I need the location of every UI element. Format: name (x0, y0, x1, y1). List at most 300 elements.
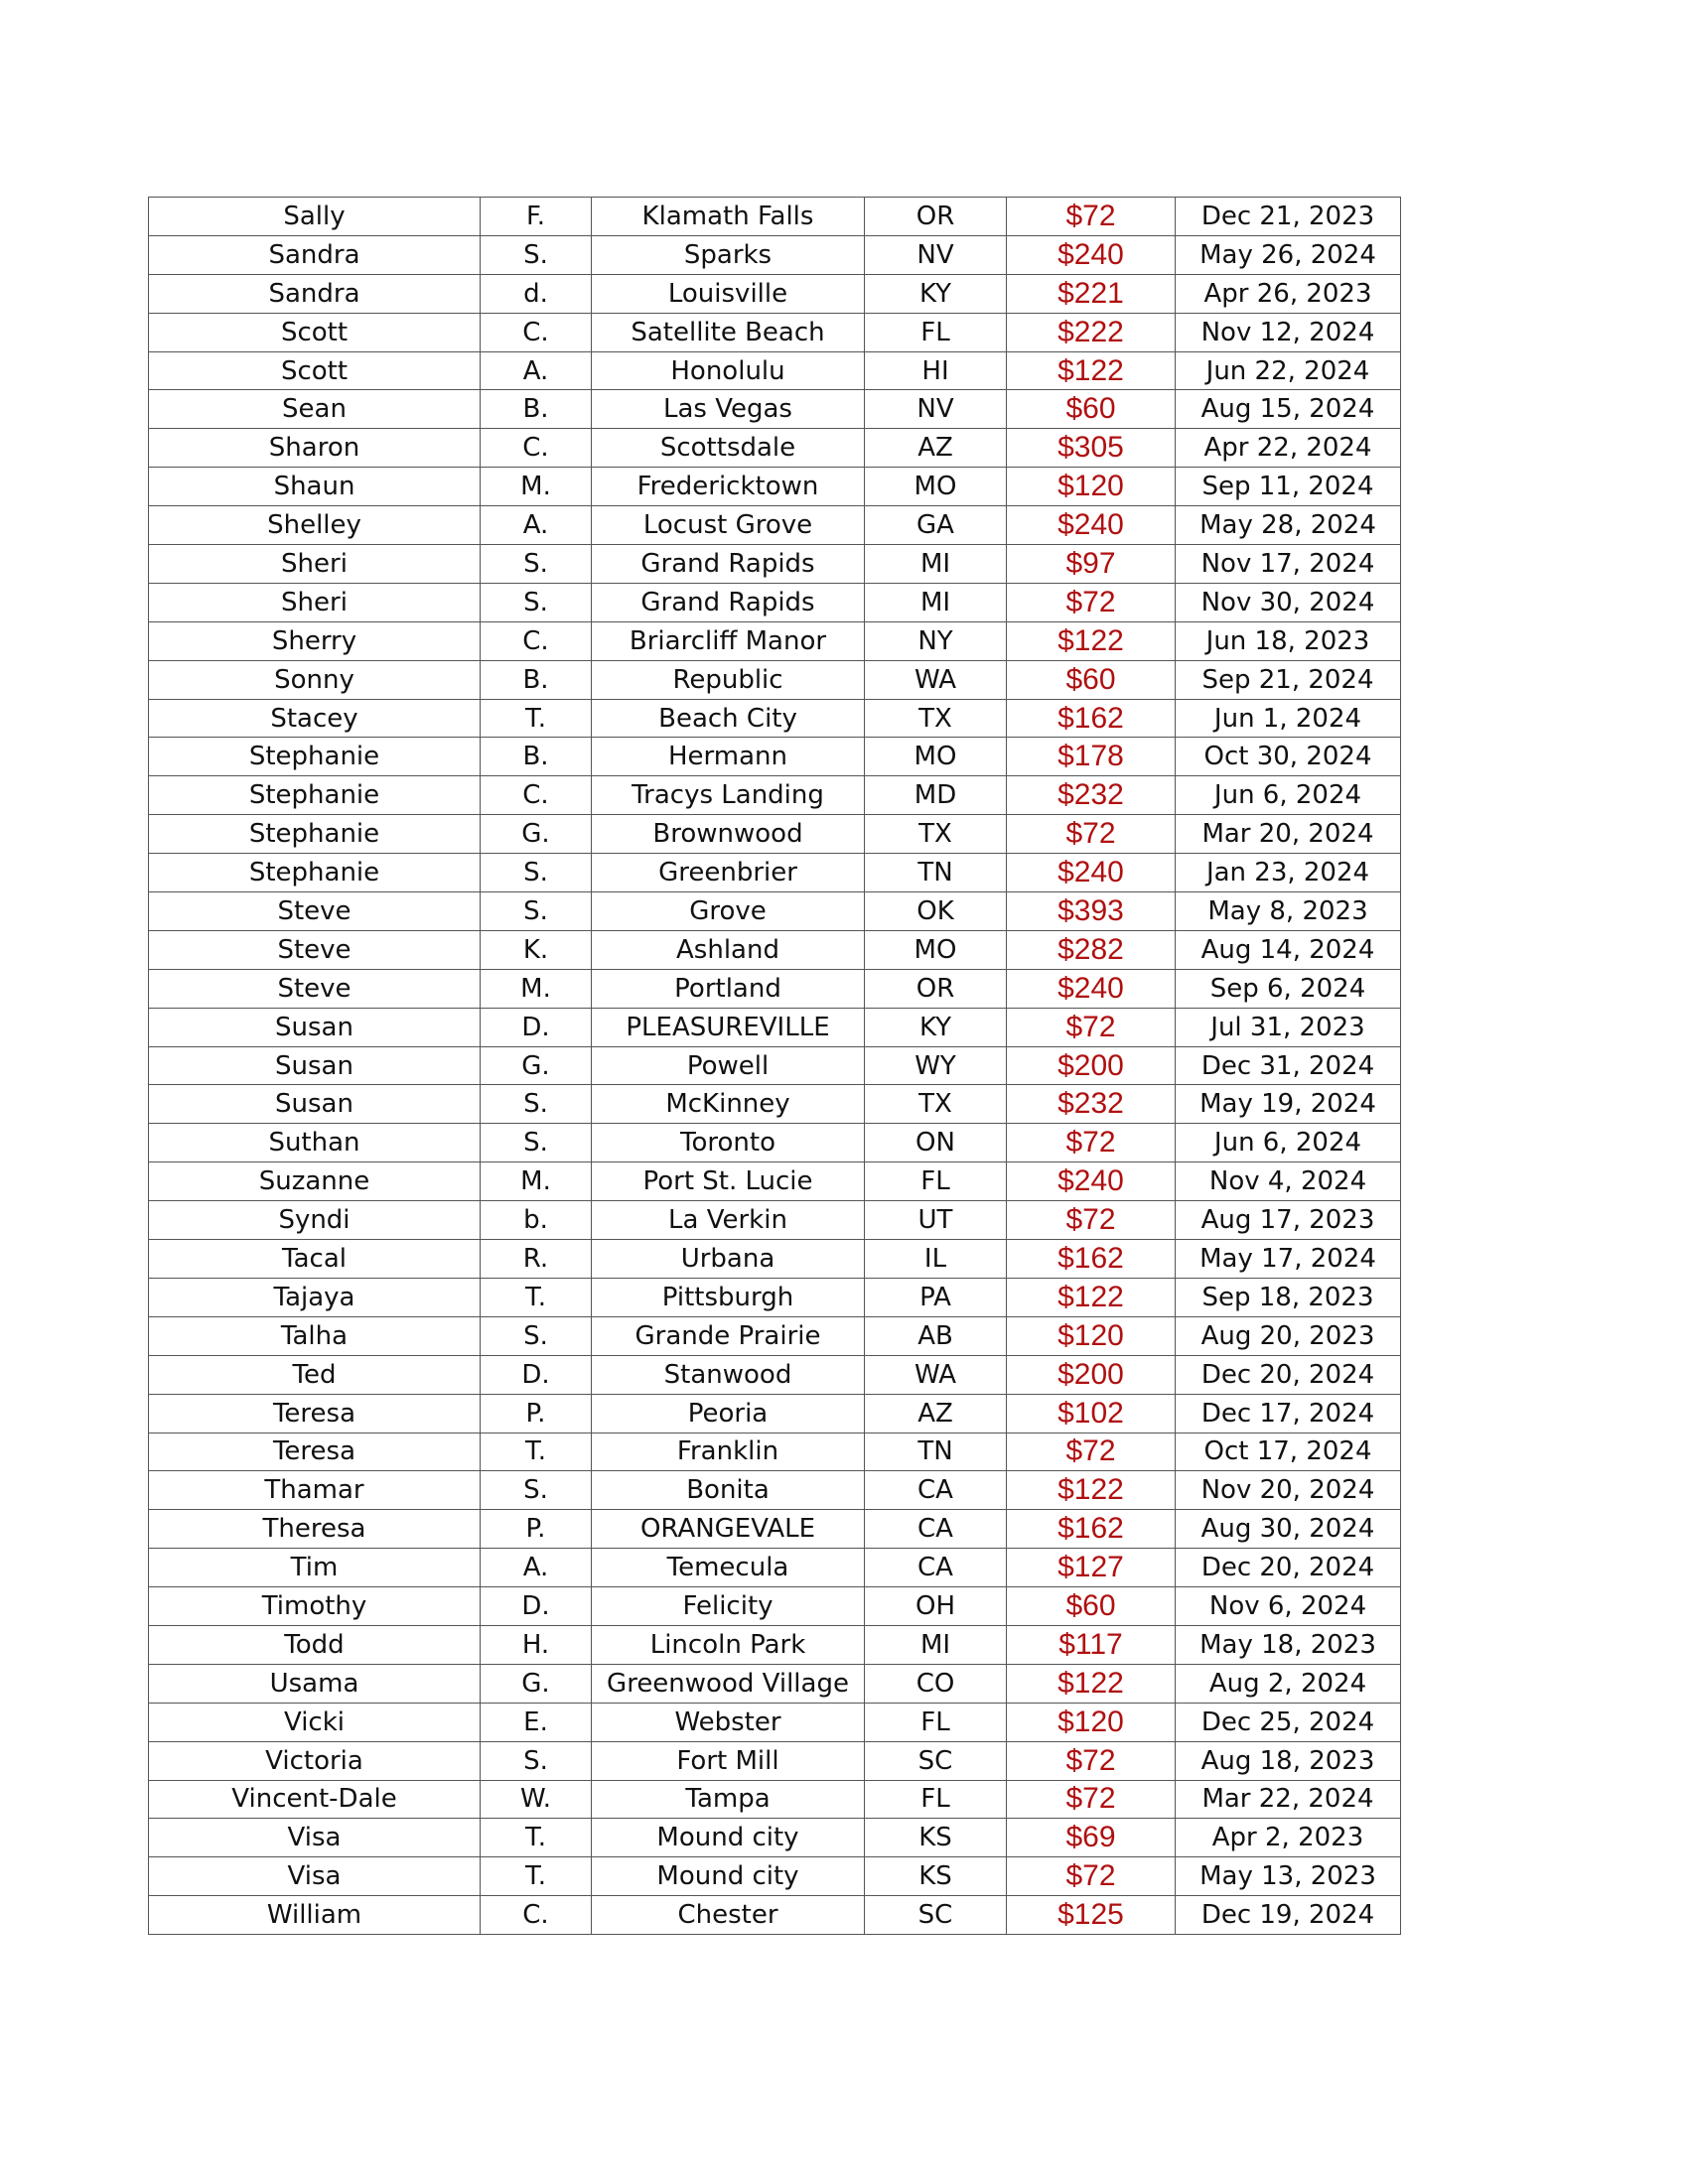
date-cell: Dec 19, 2024 (1176, 1896, 1401, 1935)
date-cell: Aug 15, 2024 (1176, 390, 1401, 429)
city-cell: Mound city (592, 1819, 865, 1857)
amount-cell: $122 (1007, 1471, 1176, 1510)
table-row (149, 198, 1401, 236)
state-cell: AB (865, 1316, 1007, 1355)
date-cell: Nov 17, 2024 (1176, 545, 1401, 584)
first-name-cell: Steve (149, 969, 481, 1008)
date-cell: Nov 6, 2024 (1176, 1587, 1401, 1626)
first-name-cell: Sonny (149, 660, 481, 699)
city-cell: Sparks (592, 235, 865, 274)
date-cell: Sep 21, 2024 (1176, 660, 1401, 699)
city-cell: Toronto (592, 1124, 865, 1162)
last-initial-cell: S. (481, 1741, 592, 1780)
amount-cell: $122 (1007, 1278, 1176, 1316)
amount-cell: $72 (1007, 1433, 1176, 1471)
last-initial-cell: A. (481, 1549, 592, 1587)
state-cell: KS (865, 1857, 1007, 1896)
amount-cell: $162 (1007, 1240, 1176, 1279)
last-initial-cell: G. (481, 1046, 592, 1085)
amount-cell: $200 (1007, 1355, 1176, 1394)
state-cell: WY (865, 1046, 1007, 1085)
amount-cell: $240 (1007, 506, 1176, 545)
amount-cell: $125 (1007, 1896, 1176, 1935)
date-cell: May 19, 2024 (1176, 1085, 1401, 1124)
state-cell: PA (865, 1278, 1007, 1316)
table-row (149, 1046, 1401, 1085)
state-cell: MO (865, 930, 1007, 969)
last-initial-cell: C. (481, 621, 592, 660)
amount-cell: $60 (1007, 1587, 1176, 1626)
amount-cell: $162 (1007, 1510, 1176, 1549)
date-cell: Mar 20, 2024 (1176, 815, 1401, 854)
city-cell: Tracys Landing (592, 776, 865, 815)
city-cell: Stanwood (592, 1355, 865, 1394)
state-cell: CO (865, 1664, 1007, 1703)
amount-cell: $240 (1007, 969, 1176, 1008)
amount-cell: $240 (1007, 1162, 1176, 1201)
last-initial-cell: M. (481, 1162, 592, 1201)
city-cell: Mound city (592, 1857, 865, 1896)
last-initial-cell: H. (481, 1625, 592, 1664)
date-cell: Aug 18, 2023 (1176, 1741, 1401, 1780)
state-cell: MO (865, 738, 1007, 776)
last-initial-cell: A. (481, 506, 592, 545)
first-name-cell: Sean (149, 390, 481, 429)
first-name-cell: Vincent-Dale (149, 1780, 481, 1819)
state-cell: TX (865, 815, 1007, 854)
last-initial-cell: S. (481, 1124, 592, 1162)
last-initial-cell: G. (481, 815, 592, 854)
table-row (149, 1780, 1401, 1819)
table-row (149, 1316, 1401, 1355)
amount-cell: $97 (1007, 545, 1176, 584)
state-cell: UT (865, 1201, 1007, 1240)
date-cell: Dec 31, 2024 (1176, 1046, 1401, 1085)
state-cell: OH (865, 1587, 1007, 1626)
state-cell: TN (865, 854, 1007, 892)
last-initial-cell: B. (481, 738, 592, 776)
table-row (149, 1896, 1401, 1935)
table-row (149, 1549, 1401, 1587)
city-cell: Pittsburgh (592, 1278, 865, 1316)
state-cell: CA (865, 1549, 1007, 1587)
date-cell: May 8, 2023 (1176, 892, 1401, 931)
date-cell: Aug 30, 2024 (1176, 1510, 1401, 1549)
table-row (149, 815, 1401, 854)
table-row (149, 776, 1401, 815)
table-row (149, 506, 1401, 545)
table-row (149, 1857, 1401, 1896)
first-name-cell: Stephanie (149, 738, 481, 776)
date-cell: Nov 30, 2024 (1176, 583, 1401, 621)
amount-cell: $72 (1007, 1780, 1176, 1819)
state-cell: OK (865, 892, 1007, 931)
first-name-cell: Sandra (149, 274, 481, 313)
date-cell: Nov 12, 2024 (1176, 313, 1401, 351)
last-initial-cell: M. (481, 969, 592, 1008)
date-cell: Nov 20, 2024 (1176, 1471, 1401, 1510)
amount-cell: $221 (1007, 274, 1176, 313)
first-name-cell: Tim (149, 1549, 481, 1587)
table-row (149, 660, 1401, 699)
date-cell: Jun 22, 2024 (1176, 351, 1401, 390)
city-cell: Locust Grove (592, 506, 865, 545)
state-cell: SC (865, 1896, 1007, 1935)
amount-cell: $72 (1007, 1741, 1176, 1780)
first-name-cell: Sandra (149, 235, 481, 274)
state-cell: KY (865, 1008, 1007, 1046)
table-row (149, 1433, 1401, 1471)
last-initial-cell: F. (481, 198, 592, 236)
amount-cell: $120 (1007, 1703, 1176, 1741)
city-cell: Louisville (592, 274, 865, 313)
last-initial-cell: T. (481, 1819, 592, 1857)
city-cell: Grand Rapids (592, 583, 865, 621)
amount-cell: $393 (1007, 892, 1176, 931)
state-cell: WA (865, 660, 1007, 699)
last-initial-cell: P. (481, 1510, 592, 1549)
amount-cell: $72 (1007, 815, 1176, 854)
date-cell: Sep 6, 2024 (1176, 969, 1401, 1008)
city-cell: Fredericktown (592, 468, 865, 506)
last-initial-cell: S. (481, 1085, 592, 1124)
first-name-cell: Victoria (149, 1741, 481, 1780)
amount-cell: $162 (1007, 699, 1176, 738)
city-cell: Lincoln Park (592, 1625, 865, 1664)
amount-cell: $232 (1007, 1085, 1176, 1124)
last-initial-cell: S. (481, 1471, 592, 1510)
state-cell: CA (865, 1471, 1007, 1510)
first-name-cell: Steve (149, 892, 481, 931)
amount-cell: $240 (1007, 235, 1176, 274)
table-row (149, 274, 1401, 313)
state-cell: TX (865, 699, 1007, 738)
table-row (149, 1625, 1401, 1664)
date-cell: May 26, 2024 (1176, 235, 1401, 274)
first-name-cell: Scott (149, 351, 481, 390)
amount-cell: $122 (1007, 1664, 1176, 1703)
first-name-cell: Susan (149, 1008, 481, 1046)
first-name-cell: Syndi (149, 1201, 481, 1240)
table-row (149, 1587, 1401, 1626)
date-cell: Jun 1, 2024 (1176, 699, 1401, 738)
last-initial-cell: S. (481, 1316, 592, 1355)
state-cell: TN (865, 1433, 1007, 1471)
state-cell: KS (865, 1819, 1007, 1857)
first-name-cell: Suthan (149, 1124, 481, 1162)
amount-cell: $60 (1007, 390, 1176, 429)
last-initial-cell: C. (481, 776, 592, 815)
date-cell: Dec 21, 2023 (1176, 198, 1401, 236)
last-initial-cell: S. (481, 545, 592, 584)
last-initial-cell: S. (481, 854, 592, 892)
state-cell: FL (865, 1162, 1007, 1201)
table-row (149, 1278, 1401, 1316)
amount-cell: $120 (1007, 468, 1176, 506)
date-cell: Oct 17, 2024 (1176, 1433, 1401, 1471)
table-row (149, 930, 1401, 969)
first-name-cell: Todd (149, 1625, 481, 1664)
last-initial-cell: b. (481, 1201, 592, 1240)
state-cell: FL (865, 1780, 1007, 1819)
date-cell: Sep 18, 2023 (1176, 1278, 1401, 1316)
city-cell: Webster (592, 1703, 865, 1741)
last-initial-cell: A. (481, 351, 592, 390)
date-cell: Oct 30, 2024 (1176, 738, 1401, 776)
date-cell: Jan 23, 2024 (1176, 854, 1401, 892)
amount-cell: $200 (1007, 1046, 1176, 1085)
amount-cell: $72 (1007, 1008, 1176, 1046)
table-row (149, 351, 1401, 390)
last-initial-cell: P. (481, 1394, 592, 1433)
first-name-cell: Shelley (149, 506, 481, 545)
first-name-cell: Visa (149, 1819, 481, 1857)
state-cell: MD (865, 776, 1007, 815)
state-cell: OR (865, 198, 1007, 236)
last-initial-cell: B. (481, 660, 592, 699)
table-row (149, 1201, 1401, 1240)
last-initial-cell: S. (481, 892, 592, 931)
table-row (149, 1008, 1401, 1046)
first-name-cell: Teresa (149, 1433, 481, 1471)
last-initial-cell: D. (481, 1008, 592, 1046)
first-name-cell: Stephanie (149, 815, 481, 854)
state-cell: SC (865, 1741, 1007, 1780)
state-cell: AZ (865, 429, 1007, 468)
date-cell: Aug 20, 2023 (1176, 1316, 1401, 1355)
date-cell: Dec 20, 2024 (1176, 1355, 1401, 1394)
city-cell: Grand Rapids (592, 545, 865, 584)
table-row (149, 1703, 1401, 1741)
amount-cell: $122 (1007, 621, 1176, 660)
city-cell: Beach City (592, 699, 865, 738)
last-initial-cell: K. (481, 930, 592, 969)
city-cell: Temecula (592, 1549, 865, 1587)
amount-cell: $117 (1007, 1625, 1176, 1664)
last-initial-cell: T. (481, 1278, 592, 1316)
amount-cell: $72 (1007, 583, 1176, 621)
table-row (149, 235, 1401, 274)
table-row (149, 699, 1401, 738)
date-cell: Aug 14, 2024 (1176, 930, 1401, 969)
amount-cell: $60 (1007, 660, 1176, 699)
table-row (149, 1471, 1401, 1510)
amount-cell: $69 (1007, 1819, 1176, 1857)
state-cell: NV (865, 235, 1007, 274)
date-cell: Dec 17, 2024 (1176, 1394, 1401, 1433)
first-name-cell: Sheri (149, 583, 481, 621)
city-cell: Greenbrier (592, 854, 865, 892)
city-cell: La Verkin (592, 1201, 865, 1240)
date-cell: May 18, 2023 (1176, 1625, 1401, 1664)
date-cell: Jul 31, 2023 (1176, 1008, 1401, 1046)
last-initial-cell: d. (481, 274, 592, 313)
date-cell: May 17, 2024 (1176, 1240, 1401, 1279)
city-cell: Honolulu (592, 351, 865, 390)
date-cell: Mar 22, 2024 (1176, 1780, 1401, 1819)
table-row (149, 313, 1401, 351)
table-row (149, 545, 1401, 584)
date-cell: Aug 17, 2023 (1176, 1201, 1401, 1240)
last-initial-cell: R. (481, 1240, 592, 1279)
date-cell: Aug 2, 2024 (1176, 1664, 1401, 1703)
first-name-cell: Susan (149, 1085, 481, 1124)
last-initial-cell: S. (481, 583, 592, 621)
state-cell: NY (865, 621, 1007, 660)
date-cell: Jun 6, 2024 (1176, 776, 1401, 815)
date-cell: Apr 22, 2024 (1176, 429, 1401, 468)
city-cell: Ashland (592, 930, 865, 969)
amount-cell: $178 (1007, 738, 1176, 776)
state-cell: FL (865, 1703, 1007, 1741)
first-name-cell: Stephanie (149, 776, 481, 815)
date-cell: Nov 4, 2024 (1176, 1162, 1401, 1201)
table-row (149, 854, 1401, 892)
city-cell: Tampa (592, 1780, 865, 1819)
city-cell: Felicity (592, 1587, 865, 1626)
state-cell: ON (865, 1124, 1007, 1162)
last-initial-cell: B. (481, 390, 592, 429)
city-cell: Urbana (592, 1240, 865, 1279)
donor-table (148, 197, 1401, 1935)
city-cell: Powell (592, 1046, 865, 1085)
city-cell: Peoria (592, 1394, 865, 1433)
first-name-cell: Tacal (149, 1240, 481, 1279)
amount-cell: $240 (1007, 854, 1176, 892)
first-name-cell: Theresa (149, 1510, 481, 1549)
city-cell: Las Vegas (592, 390, 865, 429)
date-cell: Jun 6, 2024 (1176, 1124, 1401, 1162)
state-cell: HI (865, 351, 1007, 390)
last-initial-cell: E. (481, 1703, 592, 1741)
amount-cell: $72 (1007, 1124, 1176, 1162)
table-row (149, 738, 1401, 776)
first-name-cell: Usama (149, 1664, 481, 1703)
amount-cell: $72 (1007, 198, 1176, 236)
table-row (149, 1664, 1401, 1703)
last-initial-cell: C. (481, 429, 592, 468)
last-initial-cell: T. (481, 1433, 592, 1471)
table-row (149, 429, 1401, 468)
first-name-cell: Stephanie (149, 854, 481, 892)
state-cell: NV (865, 390, 1007, 429)
city-cell: Greenwood Village (592, 1664, 865, 1703)
city-cell: Chester (592, 1896, 865, 1935)
table-row (149, 1124, 1401, 1162)
table-row (149, 1394, 1401, 1433)
last-initial-cell: D. (481, 1587, 592, 1626)
first-name-cell: Sally (149, 198, 481, 236)
last-initial-cell: S. (481, 235, 592, 274)
first-name-cell: Vicki (149, 1703, 481, 1741)
city-cell: Satellite Beach (592, 313, 865, 351)
first-name-cell: Tajaya (149, 1278, 481, 1316)
first-name-cell: Suzanne (149, 1162, 481, 1201)
first-name-cell: Thamar (149, 1471, 481, 1510)
amount-cell: $122 (1007, 351, 1176, 390)
state-cell: FL (865, 313, 1007, 351)
city-cell: Hermann (592, 738, 865, 776)
first-name-cell: Sherry (149, 621, 481, 660)
state-cell: GA (865, 506, 1007, 545)
last-initial-cell: C. (481, 313, 592, 351)
table-row (149, 1510, 1401, 1549)
table-row (149, 1355, 1401, 1394)
last-initial-cell: C. (481, 1896, 592, 1935)
date-cell: Apr 26, 2023 (1176, 274, 1401, 313)
state-cell: CA (865, 1510, 1007, 1549)
first-name-cell: Steve (149, 930, 481, 969)
table-row (149, 969, 1401, 1008)
date-cell: Apr 2, 2023 (1176, 1819, 1401, 1857)
last-initial-cell: T. (481, 1857, 592, 1896)
amount-cell: $102 (1007, 1394, 1176, 1433)
first-name-cell: Timothy (149, 1587, 481, 1626)
date-cell: Dec 20, 2024 (1176, 1549, 1401, 1587)
state-cell: KY (865, 274, 1007, 313)
table-row (149, 390, 1401, 429)
amount-cell: $232 (1007, 776, 1176, 815)
table-row (149, 892, 1401, 931)
city-cell: Fort Mill (592, 1741, 865, 1780)
city-cell: Brownwood (592, 815, 865, 854)
table-row (149, 621, 1401, 660)
last-initial-cell: W. (481, 1780, 592, 1819)
amount-cell: $282 (1007, 930, 1176, 969)
city-cell: McKinney (592, 1085, 865, 1124)
city-cell: Klamath Falls (592, 198, 865, 236)
city-cell: Portland (592, 969, 865, 1008)
date-cell: Dec 25, 2024 (1176, 1703, 1401, 1741)
state-cell: MI (865, 1625, 1007, 1664)
first-name-cell: Susan (149, 1046, 481, 1085)
first-name-cell: Shaun (149, 468, 481, 506)
city-cell: Grove (592, 892, 865, 931)
city-cell: Grande Prairie (592, 1316, 865, 1355)
state-cell: OR (865, 969, 1007, 1008)
city-cell: PLEASUREVILLE (592, 1008, 865, 1046)
state-cell: TX (865, 1085, 1007, 1124)
amount-cell: $72 (1007, 1857, 1176, 1896)
last-initial-cell: M. (481, 468, 592, 506)
state-cell: MI (865, 545, 1007, 584)
city-cell: Republic (592, 660, 865, 699)
amount-cell: $127 (1007, 1549, 1176, 1587)
first-name-cell: Sheri (149, 545, 481, 584)
first-name-cell: Sharon (149, 429, 481, 468)
last-initial-cell: T. (481, 699, 592, 738)
amount-cell: $72 (1007, 1201, 1176, 1240)
city-cell: Scottsdale (592, 429, 865, 468)
city-cell: Port St. Lucie (592, 1162, 865, 1201)
table-row (149, 1162, 1401, 1201)
table-row (149, 468, 1401, 506)
amount-cell: $305 (1007, 429, 1176, 468)
state-cell: WA (865, 1355, 1007, 1394)
amount-cell: $120 (1007, 1316, 1176, 1355)
table-row (149, 1240, 1401, 1279)
table-row (149, 583, 1401, 621)
table-row (149, 1741, 1401, 1780)
last-initial-cell: G. (481, 1664, 592, 1703)
first-name-cell: Scott (149, 313, 481, 351)
state-cell: MI (865, 583, 1007, 621)
first-name-cell: Talha (149, 1316, 481, 1355)
city-cell: Bonita (592, 1471, 865, 1510)
city-cell: ORANGEVALE (592, 1510, 865, 1549)
table-row (149, 1085, 1401, 1124)
state-cell: MO (865, 468, 1007, 506)
